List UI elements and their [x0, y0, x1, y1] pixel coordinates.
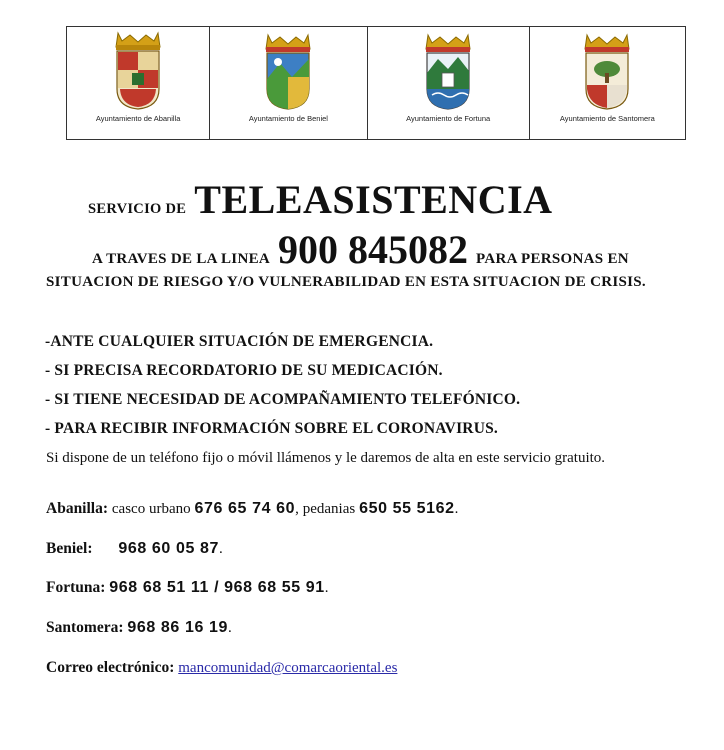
contact-fortuna: [46, 579, 329, 597]
list-item: - PARA RECIBIR INFORMACIÓN SOBRE EL CORONAVIRUS.: [45, 420, 498, 437]
logo-caption: Ayuntamiento de Beniel: [248, 114, 328, 123]
contact-label: Correo electrónico:: [46, 659, 175, 676]
email-link[interactable]: mancomunidad@comarcaoriental.es: [178, 660, 398, 676]
period: .: [324, 580, 329, 596]
period: .: [228, 620, 232, 636]
signup-note: Si dispone de un teléfono fijo o móvil llámenos y le daremos de alta en este servicio gratuito.: [46, 450, 606, 466]
contact-sublabel: pedanias: [302, 501, 356, 517]
period: .: [454, 501, 459, 517]
coat-of-arms-fortuna-icon: [418, 29, 478, 111]
line-prefix: A TRAVES DE LA LINEA: [92, 251, 271, 267]
logo-cell-beniel: [210, 27, 367, 139]
phone-number: 968 60 05 87: [118, 540, 219, 557]
logo-caption: Ayuntamiento de Santomera: [559, 114, 655, 123]
contact-label: Fortuna:: [46, 579, 106, 596]
phone-number: 968 86 16 19: [127, 619, 228, 636]
logo-caption: Ayuntamiento de Abanilla: [95, 114, 181, 123]
contact-abanilla: [46, 500, 458, 518]
municipal-logos-table: [66, 26, 686, 140]
coat-of-arms-abanilla-icon: [108, 29, 168, 111]
phone-number: 968 68 51 11 / 968 68 55 91: [109, 579, 325, 596]
title-prefix: SERVICIO DE: [88, 201, 187, 217]
phone-number: 676 65 74 60: [194, 500, 296, 517]
contact-email: [46, 659, 397, 677]
coat-of-arms-beniel-icon: [258, 29, 318, 111]
line-suffix: PARA PERSONAS EN: [476, 251, 629, 267]
coat-of-arms-santomera-icon: [577, 29, 637, 111]
list-item: - SI PRECISA RECORDATORIO DE SU MEDICACIÓN.: [45, 362, 443, 379]
title: [88, 176, 553, 223]
contact-beniel: [46, 540, 223, 558]
contact-sublabel: casco urbano: [111, 501, 191, 517]
helpline-number: 900 845082: [278, 227, 469, 272]
list-item: - SI TIENE NECESIDAD DE ACOMPAÑAMIENTO TELEFÓNICO.: [45, 391, 521, 408]
logo-cell-abanilla: [67, 27, 210, 139]
logo-cell-santomera: [530, 27, 685, 139]
contact-santomera: [46, 619, 232, 637]
phone-line-row: [92, 226, 629, 273]
contact-label: Santomera:: [46, 619, 124, 636]
situation-paragraph: SITUACION DE RIESGO Y/O VULNERABILIDAD EN ESTA SITUACION DE CRISIS.: [46, 274, 646, 290]
title-main: TELEASISTENCIA: [194, 177, 553, 222]
list-item: -ANTE CUALQUIER SITUACIÓN DE EMERGENCIA.: [45, 333, 434, 350]
period: .: [219, 541, 223, 557]
contact-label: Beniel:: [46, 540, 93, 557]
logo-caption: Ayuntamiento de Fortuna: [406, 114, 491, 123]
logo-cell-fortuna: [368, 27, 530, 139]
service-list: [45, 331, 695, 447]
separator: ,: [295, 501, 299, 517]
phone-number: 650 55 5162: [359, 500, 455, 517]
contact-label: Abanilla:: [46, 500, 109, 517]
